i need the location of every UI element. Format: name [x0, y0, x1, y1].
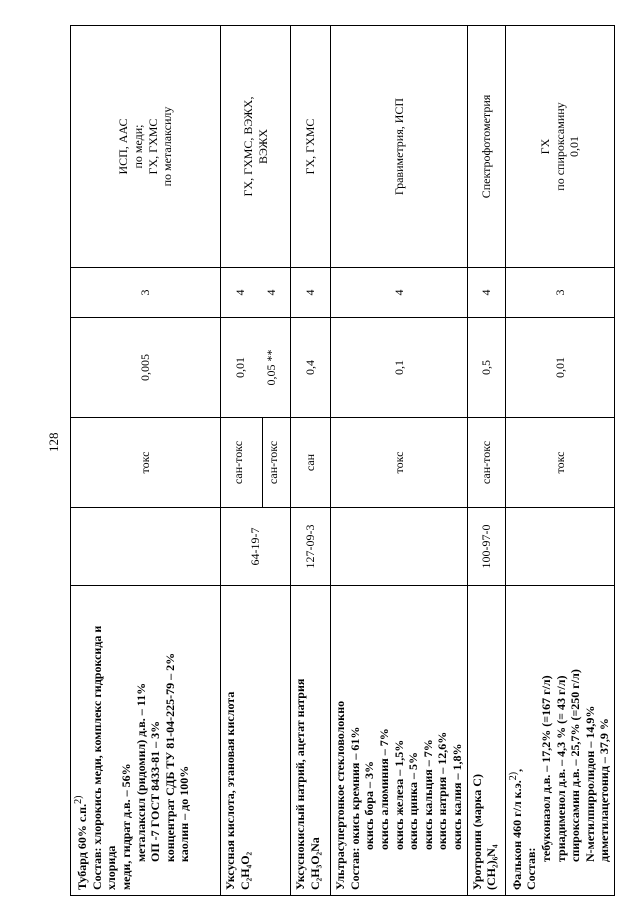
cas-cell: 64-19-7	[221, 508, 291, 586]
substance-cell	[331, 586, 468, 896]
composition-line: окись алюминия – 7%	[376, 728, 391, 850]
composition-line: диметилацетонид – 37,9 %	[597, 718, 612, 862]
substance-cell	[71, 586, 221, 896]
hazard-value: сан-токс	[230, 440, 245, 485]
table-row	[71, 26, 221, 896]
table-row	[331, 26, 468, 896]
page-number: 128	[46, 432, 61, 452]
substances-table	[70, 25, 615, 896]
hazard-cell: сан-токс	[467, 418, 505, 508]
value-cell: 0,1	[331, 318, 468, 418]
substance-title: Уксусная кислота, этановая кислота	[223, 691, 237, 890]
method-line: по металаксилу	[160, 106, 175, 187]
composition-line: окись кальция – 7%	[420, 739, 435, 850]
value-cell	[221, 318, 291, 418]
composition-line: окись железа – 1,5%	[391, 739, 406, 850]
class-cell: 4	[291, 268, 331, 318]
value-cell: 0,005	[71, 318, 221, 418]
substance-title: Уксуснокислый натрий, ацетат натрия	[293, 678, 307, 890]
class-entry: 4	[263, 289, 278, 296]
substance-formula: (CH₂)₆N₄	[484, 844, 499, 890]
substance-title: Ультрасупертонкое стекловолокно	[333, 700, 347, 890]
composition-line: окись калия – 1,8%	[450, 743, 464, 850]
composition-line: ОП -7 ГОСТ 8433-81 – 3%	[148, 720, 163, 862]
class-cell: 3	[71, 268, 221, 318]
cas-cell	[505, 508, 614, 586]
hazard-cell: сан	[291, 418, 331, 508]
method-line: ИСП, ААС	[116, 118, 131, 175]
composition-line: окись цинка – 5%	[406, 752, 421, 850]
composition-label: Состав: окись кремния – 61%	[347, 726, 362, 890]
composition-line: концентрат СДБ ТУ 81-04-225-79 – 2%	[162, 652, 177, 862]
title-suffix: ,	[509, 768, 524, 772]
composition-line: тебуконазол д.в. – 17,2% (=167 г/л)	[538, 675, 553, 862]
hazard-cell: токс	[331, 418, 468, 508]
composition-line: хлорокись меди, комплекс гидроксида и хлорида	[89, 625, 119, 890]
hazard-cell: токс	[71, 418, 221, 508]
substance-title: Тубард 60% с.п.	[75, 803, 89, 890]
method-line: ГХ, ГХМС, ВЭЖХ,	[240, 96, 255, 197]
composition-label: Состав:	[524, 847, 539, 890]
value-cell: 0,4	[291, 318, 331, 418]
method-cell: Спектрофотометрия	[467, 26, 505, 268]
class-entry: 4	[232, 289, 247, 296]
hazard-value: сан-токс	[262, 418, 281, 507]
composition-line: триадименол д.в. – 4,3 % (= 43 г/л)	[553, 675, 568, 862]
cas-cell	[71, 508, 221, 586]
method-cell	[71, 26, 221, 268]
composition-line: спироксамин д.в. – 25,7% (=250 г/л)	[568, 669, 583, 862]
substance-title: Уротропин (марка С)	[469, 774, 484, 890]
substance-formula: C₂H₄O₂	[237, 851, 252, 890]
table-row	[221, 26, 291, 896]
value-cell: 0,01	[505, 318, 614, 418]
composition-line: меди, гидрат д.в. – 56%	[118, 763, 133, 890]
footnote-mark: 2)	[73, 795, 84, 804]
substance-cell	[467, 586, 505, 896]
cas-cell	[331, 508, 468, 586]
table-row	[505, 26, 614, 896]
value-entry: 0,01	[232, 357, 247, 378]
cas-cell: 127-09-3	[291, 508, 331, 586]
method-line: 0,01	[567, 136, 582, 157]
hazard-cell	[221, 418, 291, 508]
method-cell: Гравиметрия, ИСП	[331, 26, 468, 268]
value-cell: 0,5	[467, 318, 505, 418]
footnote-mark: 2)	[507, 771, 519, 781]
method-line: ГХ, ГХМС	[145, 118, 160, 175]
composition-line: каолин – до 100%	[177, 765, 192, 862]
method-cell	[221, 26, 291, 268]
method-line: ВЭЖХ	[255, 128, 270, 165]
composition-line: окись бора – 3%	[362, 760, 377, 850]
composition-label: Состав:	[89, 847, 104, 890]
substance-formula: C₂H₃O₂Na	[307, 837, 322, 890]
class-cell	[221, 268, 291, 318]
class-cell: 4	[467, 268, 505, 318]
cas-cell: 100-97-0	[467, 508, 505, 586]
method-line: по меди;	[130, 124, 145, 169]
substance-cell	[221, 586, 291, 896]
substance-cell	[291, 586, 331, 896]
method-line: по спироксамину	[552, 102, 567, 191]
table-row	[467, 26, 505, 896]
substance-title: Фалькон 460 г/л к.э.	[509, 780, 524, 890]
value-entry: 0,05 **	[263, 349, 278, 386]
composition-line: металаксил (ридомил) д.в. – 11%	[133, 682, 148, 862]
rotated-table-container	[70, 26, 612, 896]
composition-line: окись натрия – 12,6%	[435, 731, 450, 850]
composition-line: N-метилпирролидон – 14,9%	[582, 705, 597, 862]
method-cell: ГХ, ГХМС	[291, 26, 331, 268]
class-cell: 4	[331, 268, 468, 318]
method-line: ГХ	[537, 138, 552, 155]
method-cell	[505, 26, 614, 268]
table-row	[291, 26, 331, 896]
class-cell: 3	[505, 268, 614, 318]
substance-cell	[505, 586, 614, 896]
hazard-cell: токс	[505, 418, 614, 508]
